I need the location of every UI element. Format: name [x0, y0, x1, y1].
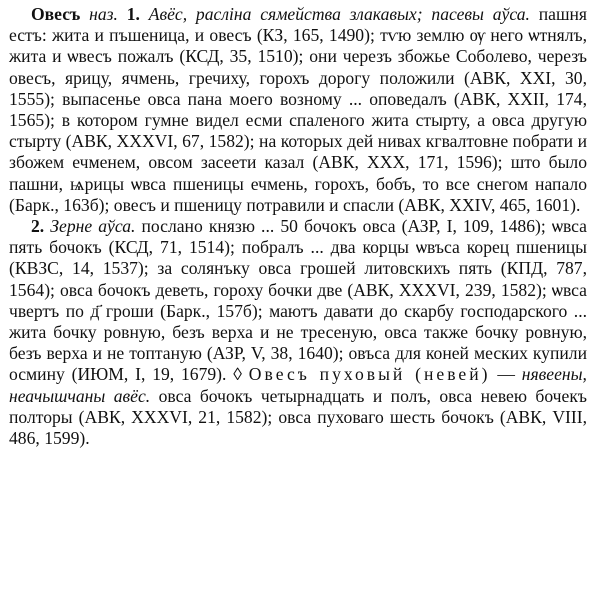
phrase-marker: ◊ — [233, 364, 242, 385]
phrase-citations: овса бочокъ четырнадцать и полъ, овса невею бочекъ полторы (АВК, XXXVI, 21, 1582); овса пуховаго шесть бочокъ (АВК, VIII, 486, 1599). — [9, 385, 587, 449]
sense-2-paragraph — [9, 216, 587, 449]
sense-1-number: 1. — [126, 4, 140, 24]
part-of-speech: наз. — [89, 4, 118, 24]
sense-2-definition: Зерне аўса. — [50, 216, 136, 237]
phrase-term: Овесъ пуховый (невей) — [248, 364, 491, 385]
sense-1-paragraph — [9, 4, 587, 216]
headword: Овесъ — [31, 4, 81, 24]
dictionary-entry — [9, 4, 587, 449]
sense-2-citations: послано князю ... 50 бочокъ овса (АЗР, I, 109, 1486); ѡвса пять бочокъ (КСД, 71, 1514); побралъ ... два корцы ѡвъса корец пшеницы (КВЗС, 14, 1537); за солянъку овса грошей литовскихъ пять (КПД, 787, 1564); овса бочокъ деветь, гороху бочки две (АВК, XXXVI, 239, 1582); ѡвса чвертъ по д҃ гроши (Барк., 157б); маютъ давати до скарбу господарского ... жита бочку ровную, безъ верха и не тресеную, овса также бочку ровную, безъ верха и не топтаную (АЗР, V, 38, 1640); овъса для коней меских купили осмину (ИЮМ, I, 19, 1679). — [9, 216, 587, 385]
phrase-definition: нявеены, неачышчаны авёс. — [9, 364, 587, 406]
phrase-dash: — — [497, 364, 515, 385]
sense-1-definition: Авёс, расліна сямейства злакавых; пасевы аўса. — [148, 4, 530, 24]
sense-1-citations: пашня естъ: жита и пъшеница, и овесъ (КЗ, 165, 1490); тѵю землю ѹ него ѡтнялъ, жита и ѡвесъ пожалъ (КСД, 35, 1510); они черезъ збожье Соболево, черезъ овесъ, ярицу, ячмень, гречиху, горохъ дорогу положили (АВК, XXI, 30, 1555); выпасенье овса пана моего возному ... оповедалъ (АВК, XXII, 174, 1565); в котором гумне видел есми спаленого жита стырту, а овса другую стырту (АВК, XXXVI, 67, 1582); на которых дей нивах кгвалтовне побрати и збожем ечменем, овсом засеети казал (АВК, XXX, 171, 1596); што было пашни, ѩрицы ѡвса пшеницы ечмень, горохъ, бобъ, то все снегом напало (Барк., 163б); овесъ и пшеницу потравили и спасли (АВК, XXIV, 465, 1601). — [9, 4, 587, 215]
sense-2-number: 2. — [31, 216, 45, 237]
